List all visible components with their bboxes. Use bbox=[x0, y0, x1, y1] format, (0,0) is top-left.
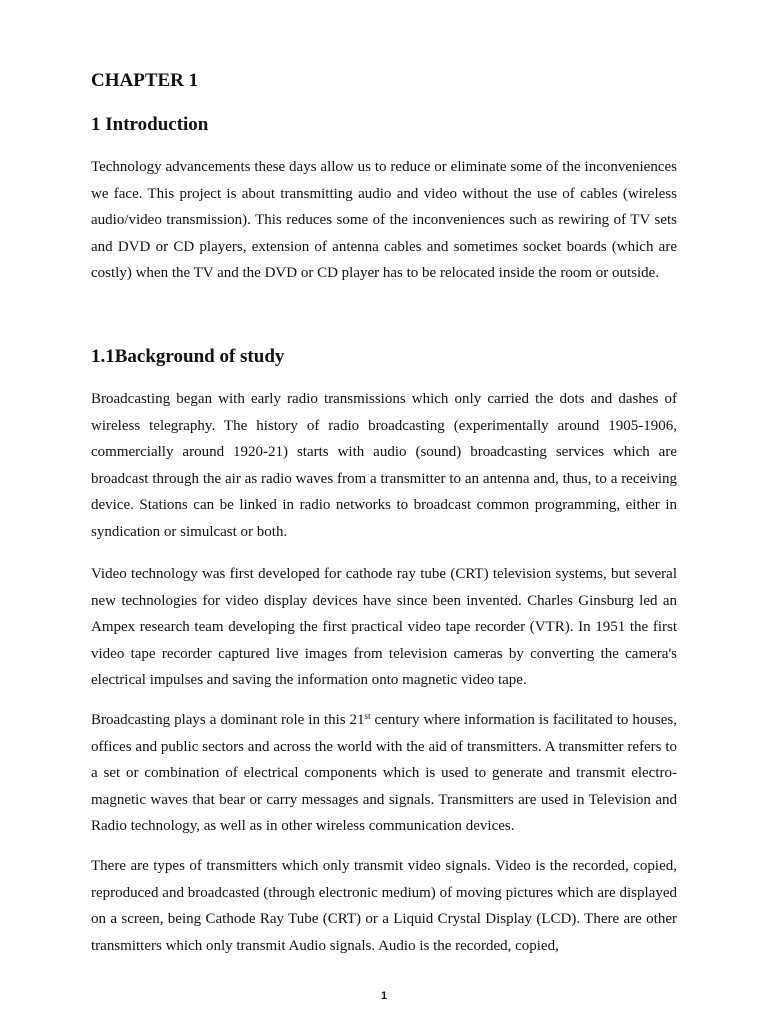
background-paragraph-transmitter-types: There are types of transmitters which only transmit video signals. Video is the recorded, copied, reproduced and broadcasted (through electronic medium) of moving pictures which are displayed on a screen, being Cathode Ray Tube (CRT) or a Liquid Crystal Display (LCD). There are other transmitters which only transmit Audio signals. Audio is the recorded, copied, bbox=[91, 858, 677, 954]
background-paragraph-radio: Broadcasting began with early radio transmissions which only carried the dots and dashes of wireless telegraphy. The history of radio broadcasting (experimentally around 1905-1906, commercially around 1920-21) starts with audio (sound) broadcasting services which are broadcast through the air as radio waves from a transmitter to an antenna and, thus, to a receiving device. Stations can be linked in radio networks to broadcast common programming, either in syndication or simulcast or both. bbox=[91, 391, 677, 540]
paragraph-text-start: Broadcasting plays a dominant role in this 21 bbox=[91, 712, 365, 728]
introduction-paragraph: Technology advancements these days allow us to reduce or eliminate some of the inconveniences we face. This project is about transmitting audio and video without the use of cables (wireless audio/video transmission). This reduces some of the inconveniences such as rewiring of TV sets and DVD or CD players, extension of antenna cables and sometimes socket boards (which are costly) when the TV and the DVD or CD player has to be relocated inside the room or outside. bbox=[91, 159, 677, 282]
background-paragraph-video: Video technology was first developed for cathode ray tube (CRT) television systems, but several new technologies for video display devices have since been invented. Charles Ginsburg led an Ampex research team developing the first practical video tape recorder (VTR). In 1951 the first video tape recorder captured live images from television cameras by converting the camera's electrical impulses and saving the information onto magnetic video tape. bbox=[91, 566, 677, 689]
chapter-heading: CHAPTER 1 bbox=[91, 70, 199, 91]
background-paragraph-transmitters bbox=[91, 707, 677, 840]
page-number: 1 bbox=[380, 990, 388, 1002]
section-heading-background: 1.1Background of study bbox=[91, 346, 285, 367]
section-heading-introduction: 1 Introduction bbox=[91, 114, 209, 135]
paragraph-text-rest: century where information is facilitated to houses, offices and public sectors and across the world with the aid of transmitters. A transmitter refers to a set or combination of electrical components which is used to generate and transmit electro-magnetic waves that bear or carry messages and signals. Transmitters are used in Television and Radio technology, as well as in other wireless communication devices. bbox=[91, 712, 677, 835]
ordinal-superscript: st bbox=[364, 711, 371, 721]
